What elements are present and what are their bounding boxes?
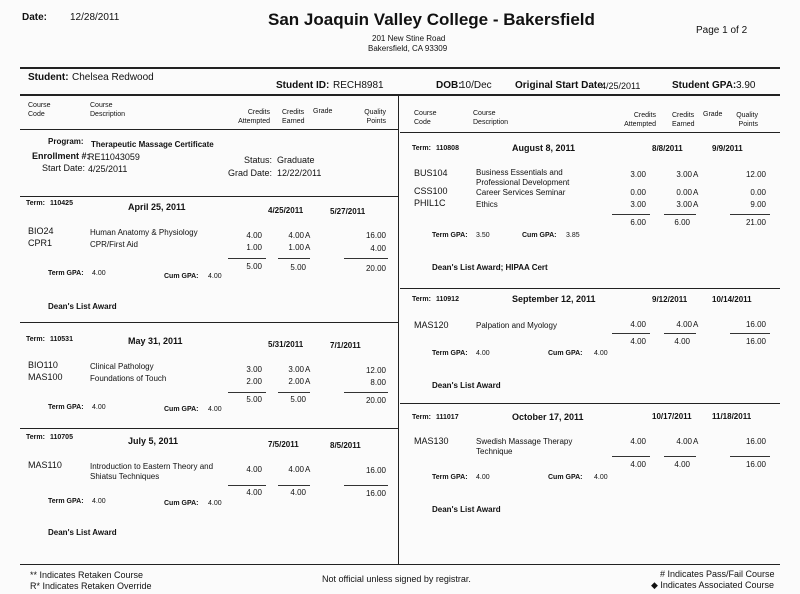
course-grade: A bbox=[305, 231, 311, 240]
cum-gpa-value: 4.00 bbox=[594, 474, 608, 481]
cum-gpa-label: Cum GPA: bbox=[164, 273, 199, 280]
page-number: Page 1 of 2 bbox=[696, 25, 748, 36]
total-attempted: 4.00 bbox=[630, 337, 646, 346]
term-rule bbox=[400, 288, 780, 289]
term-gpa-value: 4.00 bbox=[92, 270, 106, 277]
course-code: BUS104 bbox=[414, 168, 448, 178]
term-name: April 25, 2011 bbox=[128, 202, 186, 212]
term-name: May 31, 2011 bbox=[128, 336, 183, 346]
term-gpa-value: 4.00 bbox=[92, 404, 106, 411]
cum-gpa-label: Cum GPA: bbox=[164, 500, 199, 507]
course-attempted: 3.00 bbox=[246, 365, 262, 374]
dob-label: DOB: bbox=[436, 80, 462, 91]
student-name-label: Student: bbox=[28, 72, 69, 83]
total-underline bbox=[278, 258, 310, 259]
col-course-desc-left: Course Description bbox=[90, 102, 126, 118]
total-points: 16.00 bbox=[745, 460, 766, 469]
col-credits-attempted-left: Credits Attempted bbox=[238, 109, 270, 125]
term-gpa-label: Term GPA: bbox=[432, 350, 468, 357]
col-credits-attempted-right: Credits Attempted bbox=[624, 112, 656, 128]
course-code: MAS120 bbox=[414, 320, 449, 330]
term-id: 110808 bbox=[436, 145, 459, 152]
term-end: 11/18/2011 bbox=[712, 412, 752, 421]
enrollment-label: Enrollment #: bbox=[32, 151, 90, 161]
course-attempted: 4.00 bbox=[246, 465, 262, 474]
term-name: August 8, 2011 bbox=[512, 143, 576, 153]
total-underline bbox=[278, 485, 310, 486]
student-id-label: Student ID: bbox=[276, 80, 330, 91]
total-underline bbox=[228, 392, 266, 393]
course-desc: Human Anatomy & Physiology bbox=[90, 228, 198, 237]
term-award: Dean's List Award bbox=[432, 505, 501, 514]
course-attempted: 3.00 bbox=[630, 170, 646, 179]
term-name: October 17, 2011 bbox=[512, 412, 584, 422]
course-code: CSS100 bbox=[414, 186, 448, 196]
term-id: 110425 bbox=[50, 200, 73, 207]
total-underline bbox=[612, 214, 650, 215]
date-label: Date: bbox=[22, 12, 48, 23]
term-rule bbox=[20, 428, 398, 429]
term-gpa-value: 4.00 bbox=[476, 474, 490, 481]
total-underline bbox=[664, 456, 696, 457]
total-underline bbox=[730, 214, 770, 215]
address-line-1: 201 New Stine Road bbox=[372, 34, 446, 43]
course-earned: 4.00 bbox=[288, 231, 304, 240]
course-desc: CPR/First Aid bbox=[90, 240, 139, 249]
term-start: 8/8/2011 bbox=[652, 144, 683, 153]
total-points: 20.00 bbox=[365, 264, 386, 273]
course-desc: Swedish Massage Therapy Technique bbox=[476, 437, 573, 456]
term-start: 7/5/2011 bbox=[268, 440, 299, 449]
col-course-code-right: Course Code bbox=[414, 110, 437, 126]
course-code: PHIL1C bbox=[414, 198, 446, 208]
term-label: Term: bbox=[412, 145, 431, 152]
cum-gpa-value: 4.00 bbox=[594, 350, 608, 357]
term-end: 5/27/2011 bbox=[330, 207, 366, 216]
term-award: Dean's List Award bbox=[432, 381, 501, 390]
total-underline bbox=[612, 456, 650, 457]
total-underline bbox=[344, 392, 388, 393]
course-code: MAS100 bbox=[28, 372, 63, 382]
course-points: 16.00 bbox=[745, 320, 766, 329]
course-earned: 3.00 bbox=[676, 170, 692, 179]
term-label: Term: bbox=[26, 434, 45, 441]
course-points: 16.00 bbox=[365, 231, 386, 240]
course-desc: Introduction to Eastern Theory and Shiatsu Techniques bbox=[90, 462, 214, 481]
total-attempted: 6.00 bbox=[630, 218, 646, 227]
course-code: MAS130 bbox=[414, 436, 449, 446]
college-name: San Joaquin Valley College - Bakersfield bbox=[268, 10, 595, 29]
total-attempted: 4.00 bbox=[630, 460, 646, 469]
course-grade: A bbox=[305, 377, 311, 386]
term-award: Dean's List Award; HIPAA Cert bbox=[432, 263, 548, 272]
course-desc: Foundations of Touch bbox=[90, 374, 167, 383]
course-desc: Business Essentials and Professional Development bbox=[476, 168, 570, 187]
total-underline bbox=[344, 485, 388, 486]
total-earned: 4.00 bbox=[290, 488, 306, 497]
course-code: BIO110 bbox=[28, 360, 58, 370]
term-gpa-label: Term GPA: bbox=[48, 498, 84, 505]
status-value: Graduate bbox=[277, 155, 315, 165]
left-header-rule bbox=[20, 129, 398, 130]
term-award: Dean's List Award bbox=[48, 302, 117, 311]
term-end: 7/1/2011 bbox=[330, 341, 361, 350]
col-grade-right: Grade bbox=[703, 111, 723, 118]
dob-value: 10/Dec bbox=[460, 80, 492, 91]
course-grade: A bbox=[305, 465, 311, 474]
course-earned: 0.00 bbox=[676, 188, 692, 197]
total-earned: 4.00 bbox=[674, 460, 690, 469]
term-label: Term: bbox=[412, 296, 431, 303]
course-grade: A bbox=[693, 188, 699, 197]
term-name: September 12, 2011 bbox=[512, 294, 596, 304]
course-points: 12.00 bbox=[745, 170, 766, 179]
term-label: Term: bbox=[26, 336, 45, 343]
term-name: July 5, 2011 bbox=[128, 436, 179, 446]
column-divider bbox=[398, 96, 399, 564]
course-points: 16.00 bbox=[365, 466, 386, 475]
course-points: 4.00 bbox=[370, 244, 386, 253]
program-start-value: 4/25/2011 bbox=[88, 164, 128, 174]
term-id: 110531 bbox=[50, 336, 73, 343]
course-points: 12.00 bbox=[365, 366, 386, 375]
course-points: 8.00 bbox=[370, 378, 386, 387]
total-underline bbox=[730, 333, 770, 334]
term-gpa-value: 4.00 bbox=[92, 498, 106, 505]
footer-retaken: ** Indicates Retaken Course bbox=[30, 570, 144, 580]
course-points: 9.00 bbox=[750, 200, 766, 209]
course-earned: 3.00 bbox=[676, 200, 692, 209]
total-underline bbox=[228, 258, 266, 259]
total-points: 16.00 bbox=[365, 489, 386, 498]
course-attempted: 1.00 bbox=[246, 243, 262, 252]
term-end: 9/9/2011 bbox=[712, 144, 743, 153]
course-earned: 4.00 bbox=[676, 320, 692, 329]
cum-gpa-label: Cum GPA: bbox=[164, 406, 199, 413]
student-bar-top-rule bbox=[20, 67, 780, 69]
term-rule bbox=[400, 403, 780, 404]
enrollment-value: RE11043059 bbox=[88, 152, 140, 162]
course-attempted: 4.00 bbox=[630, 320, 646, 329]
date-value: 12/28/2011 bbox=[70, 12, 120, 23]
course-grade: A bbox=[305, 243, 311, 252]
col-quality-points-right: Quality Points bbox=[736, 112, 758, 128]
total-underline bbox=[664, 333, 696, 334]
term-label: Term: bbox=[26, 200, 45, 207]
course-points: 0.00 bbox=[750, 188, 766, 197]
course-grade: A bbox=[693, 437, 699, 446]
cum-gpa-value: 4.00 bbox=[208, 500, 222, 507]
term-label: Term: bbox=[412, 414, 431, 421]
term-gpa-value: 3.50 bbox=[476, 232, 490, 239]
cum-gpa-label: Cum GPA: bbox=[522, 232, 557, 239]
total-underline bbox=[278, 392, 310, 393]
term-start: 4/25/2011 bbox=[268, 206, 304, 215]
course-earned: 1.00 bbox=[288, 243, 304, 252]
student-gpa-value: 3.90 bbox=[736, 80, 756, 91]
address-line-2: Bakersfield, CA 93309 bbox=[368, 44, 448, 53]
term-rule bbox=[20, 196, 398, 197]
total-underline bbox=[344, 258, 388, 259]
term-id: 111017 bbox=[436, 414, 459, 421]
total-attempted: 5.00 bbox=[246, 395, 262, 404]
term-id: 110705 bbox=[50, 434, 73, 441]
col-course-desc-right: Course Description bbox=[473, 110, 509, 126]
total-underline bbox=[664, 214, 696, 215]
term-start: 10/17/2011 bbox=[652, 412, 692, 421]
course-grade: A bbox=[305, 365, 311, 374]
term-rule bbox=[20, 322, 398, 323]
total-underline bbox=[612, 333, 650, 334]
total-points: 16.00 bbox=[745, 337, 766, 346]
course-code: BIO24 bbox=[28, 226, 54, 236]
col-quality-points-left: Quality Points bbox=[364, 109, 386, 125]
term-gpa-label: Term GPA: bbox=[432, 232, 468, 239]
course-points: 16.00 bbox=[745, 437, 766, 446]
course-earned: 4.00 bbox=[288, 465, 304, 474]
program-name: Therapeutic Massage Certificate bbox=[91, 140, 214, 149]
status-label: Status: bbox=[244, 155, 273, 165]
term-end: 8/5/2011 bbox=[330, 441, 361, 450]
course-code: CPR1 bbox=[28, 238, 53, 248]
term-gpa-label: Term GPA: bbox=[432, 474, 468, 481]
right-header-rule bbox=[400, 132, 780, 133]
footer-official-note: Not official unless signed by registrar. bbox=[322, 574, 471, 584]
cum-gpa-value: 3.85 bbox=[566, 232, 580, 239]
course-grade: A bbox=[693, 170, 699, 179]
program-start-label: Start Date: bbox=[42, 163, 86, 173]
course-attempted: 4.00 bbox=[630, 437, 646, 446]
col-credits-earned-left: Credits Earned bbox=[282, 109, 305, 125]
course-attempted: 0.00 bbox=[630, 188, 646, 197]
course-attempted: 3.00 bbox=[630, 200, 646, 209]
term-gpa-label: Term GPA: bbox=[48, 270, 84, 277]
footer-override: R* Indicates Retaken Override bbox=[30, 581, 152, 591]
cum-gpa-value: 4.00 bbox=[208, 406, 222, 413]
course-code: MAS110 bbox=[28, 460, 62, 470]
original-start-value: 4/25/2011 bbox=[601, 81, 641, 91]
course-desc: Career Services Seminar bbox=[476, 188, 566, 197]
col-credits-earned-right: Credits Earned bbox=[672, 112, 695, 128]
total-earned: 6.00 bbox=[674, 218, 690, 227]
footer-associated: ◆ Indicates Associated Course bbox=[651, 580, 774, 590]
program-label: Program: bbox=[48, 137, 84, 146]
student-gpa-label: Student GPA: bbox=[672, 80, 737, 91]
total-points: 21.00 bbox=[745, 218, 766, 227]
student-name: Chelsea Redwood bbox=[72, 72, 154, 83]
course-attempted: 4.00 bbox=[246, 231, 262, 240]
course-desc: Clinical Pathology bbox=[90, 362, 154, 371]
footer-pass-fail: # Indicates Pass/Fail Course bbox=[660, 569, 775, 579]
course-attempted: 2.00 bbox=[246, 377, 262, 386]
course-earned: 4.00 bbox=[676, 437, 692, 446]
term-id: 110912 bbox=[436, 296, 459, 303]
footer-rule bbox=[20, 564, 780, 565]
total-attempted: 5.00 bbox=[246, 262, 262, 271]
total-earned: 4.00 bbox=[674, 337, 690, 346]
col-course-code-left: Course Code bbox=[28, 102, 51, 118]
col-grade-left: Grade bbox=[313, 108, 333, 115]
term-start: 9/12/2011 bbox=[652, 295, 688, 304]
course-earned: 3.00 bbox=[288, 365, 304, 374]
cum-gpa-value: 4.00 bbox=[208, 273, 222, 280]
grad-date-value: 12/22/2011 bbox=[277, 168, 322, 178]
cum-gpa-label: Cum GPA: bbox=[548, 474, 583, 481]
total-attempted: 4.00 bbox=[246, 488, 262, 497]
term-start: 5/31/2011 bbox=[268, 340, 304, 349]
term-end: 10/14/2011 bbox=[712, 295, 752, 304]
student-id: RECH8981 bbox=[333, 80, 384, 91]
total-points: 20.00 bbox=[365, 396, 386, 405]
student-bar-bottom-rule bbox=[20, 94, 780, 96]
term-gpa-value: 4.00 bbox=[476, 350, 490, 357]
course-earned: 2.00 bbox=[288, 377, 304, 386]
cum-gpa-label: Cum GPA: bbox=[548, 350, 583, 357]
total-earned: 5.00 bbox=[290, 263, 306, 272]
course-grade: A bbox=[693, 320, 699, 329]
grad-date-label: Grad Date: bbox=[228, 168, 273, 178]
total-earned: 5.00 bbox=[290, 395, 306, 404]
term-award: Dean's List Award bbox=[48, 528, 117, 537]
term-gpa-label: Term GPA: bbox=[48, 404, 84, 411]
total-underline bbox=[730, 456, 770, 457]
course-grade: A bbox=[693, 200, 699, 209]
course-desc: Palpation and Myology bbox=[476, 321, 557, 330]
original-start-label: Original Start Date: bbox=[515, 80, 607, 91]
course-desc: Ethics bbox=[476, 200, 498, 209]
total-underline bbox=[228, 485, 266, 486]
